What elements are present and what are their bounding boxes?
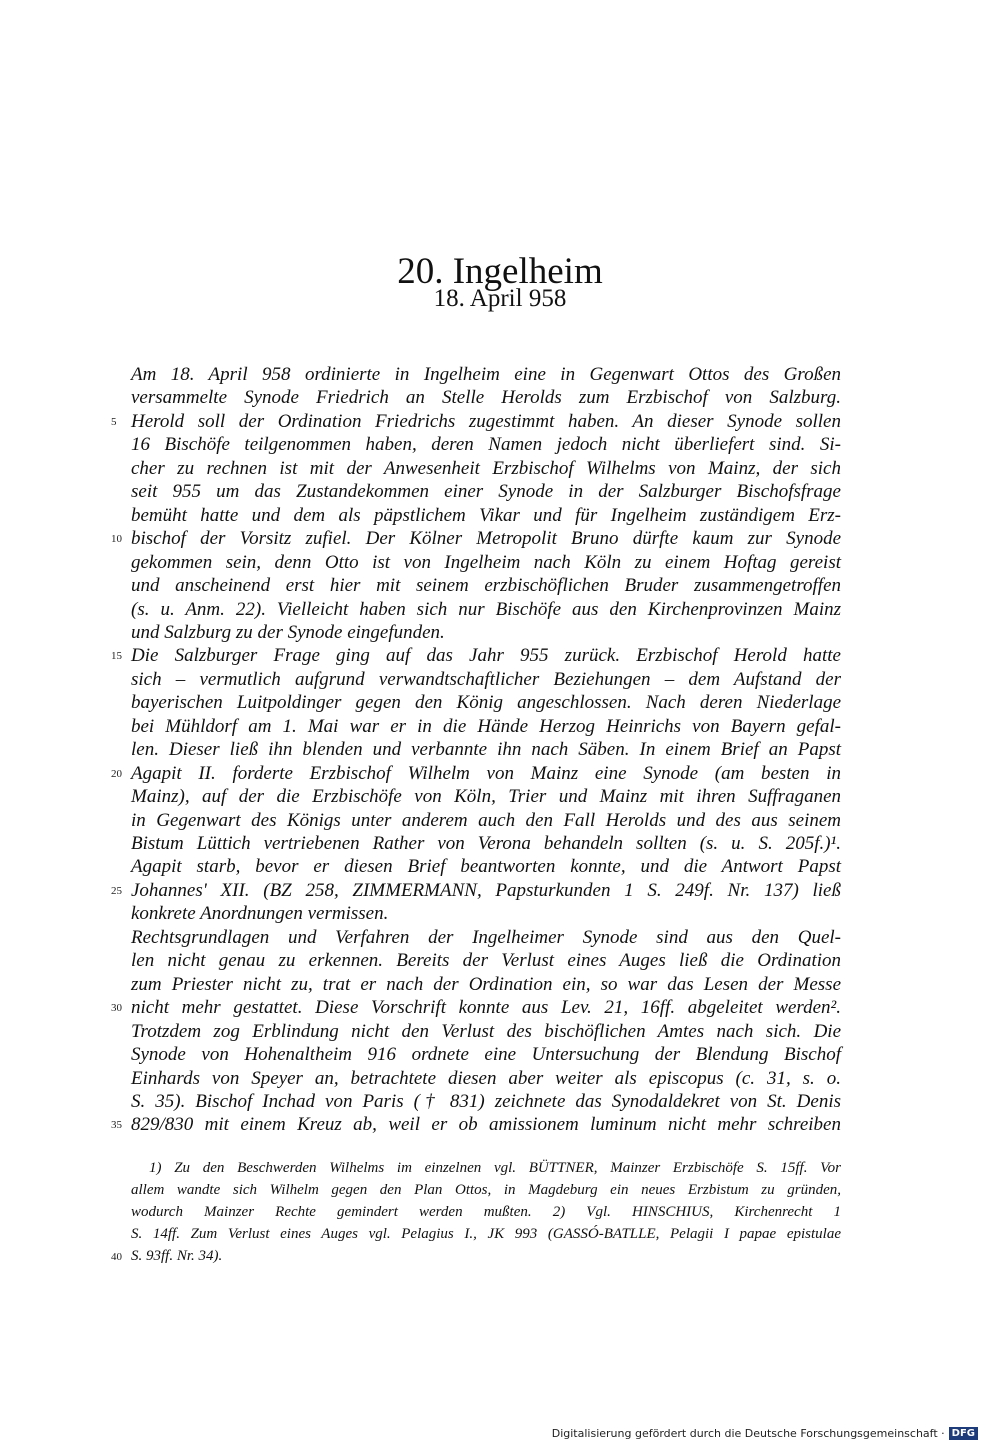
footnote-line: S. 93ff. Nr. 34). [131, 1248, 223, 1264]
footer-text: Digitalisierung gefördert durch die Deutsche Forschungsgemeinschaft · [551, 1427, 945, 1440]
body-line: bei Mühldorf am 1. Mai war er in die Hände Herzog Heinrichs von Bayern gefal- [131, 715, 841, 737]
body-line: 16 Bischöfe teilgenommen haben, deren Namen jedoch nicht überliefert sind. Si- [131, 434, 841, 456]
body-line: und Salzburg zu der Synode eingefunden. [131, 621, 445, 643]
body-line: seit 955 um das Zustandekommen einer Synode in der Salzburger Bischofsfrage [131, 481, 841, 503]
line-number: 20 [111, 767, 122, 780]
line-number: 30 [111, 1002, 122, 1015]
body-line: zum Priester nicht zu, trat er nach der Ordination ein, so war das Lesen der Messe [131, 973, 841, 995]
body-line: Bistum Lüttich vertriebenen Rather von Verona behandeln sollten (s. u. S. 205f.)¹. [131, 833, 841, 854]
footnote-line: wodurch Mainzer Rechte gemindert werden mußten. 2) Vgl. HINSCHIUS, Kirchenrecht 1 [131, 1204, 841, 1220]
body-line: und anscheinend erst hier mit seinem erzbischöflichen Bruder zusammengetroffen [131, 575, 841, 597]
body-line: cher zu rechnen ist mit der Anwesenheit Erzbischof Wilhelms von Mainz, der sich [131, 457, 841, 479]
section-title: 20. Ingelheim [397, 250, 603, 292]
body-line: in Gegenwart des Königs unter anderem auch den Fall Herolds und des aus seinem [131, 809, 841, 831]
body-line: 829/830 mit einem Kreuz ab, weil er ob amissionem luminum nicht mehr schreiben [131, 1114, 841, 1136]
body-line: S. 35). Bischof Inchad von Paris († 831) zeichnete das Synodaldekret von St. Denis [131, 1090, 841, 1112]
line-number: 35 [111, 1119, 122, 1132]
line-number: 10 [111, 533, 122, 546]
body-line: Herold soll der Ordination Friedrichs zugestimmt haben. An dieser Synode sollen [131, 410, 841, 432]
digitization-footer [552, 1427, 978, 1440]
body-line: versammelte Synode Friedrich an Stelle Herolds zum Erzbischof von Salzburg. [131, 387, 841, 409]
body-line: Synode von Hohenaltheim 916 ordnete eine Untersuchung der Blendung Bischof [131, 1044, 841, 1066]
body-line: gekommen sein, denn Otto ist von Ingelheim nach Köln zu einem Hoftag gereist [131, 551, 841, 573]
line-number: 40 [111, 1251, 122, 1263]
section-date: 18. April 958 [433, 285, 567, 312]
body-line: len. Dieser ließ ihn blenden und verbannte ihn nach Säben. In einem Brief an Papst [131, 739, 841, 761]
body-line: nicht mehr gestattet. Diese Vorschrift konnte aus Lev. 21, 16ff. abgeleitet werden². [131, 997, 841, 1019]
body-line: Am 18. April 958 ordinierte in Ingelheim eine in Gegenwart Ottos des Großen [131, 364, 841, 385]
footnote-line: S. 14ff. Zum Verlust eines Auges vgl. Pelagius I., JK 993 (GASSÓ-BATLLE, Pelagii I papae epistulae [131, 1226, 841, 1242]
body-line: bischof der Vorsitz zufiel. Der Kölner Metropolit Bruno dürfte kaum zur Synode [131, 528, 841, 550]
line-number: 25 [111, 884, 122, 897]
body-line: Einhards von Speyer an, betrachtete diesen aber weiter als episcopus (c. 31, s. o. [131, 1067, 841, 1089]
line-number: 5 [111, 415, 117, 428]
body-line: bayerischen Luitpoldinger gegen den König angeschlossen. Nach deren Niederlage [131, 692, 841, 714]
body-line: Die Salzburger Frage ging auf das Jahr 955 zurück. Erzbischof Herold hatte [131, 645, 841, 667]
body-line: Rechtsgrundlagen und Verfahren der Ingelheimer Synode sind aus den Quel- [131, 926, 841, 948]
body-line: Trotzdem zog Erblindung nicht den Verlust des bischöflichen Amtes nach sich. Die [131, 1020, 841, 1042]
body-line: len nicht genau zu erkennen. Bereits der Verlust eines Auges ließ die Ordination [131, 950, 841, 972]
body-line: bemüht hatte und dem als päpstlichem Vikar und für Ingelheim zuständigem Erz- [131, 504, 841, 526]
body-line: sich – vermutlich aufgrund verwandtschaftlicher Beziehungen – dem Aufstand der [131, 668, 841, 690]
footnote-line: 1) Zu den Beschwerden Wilhelms im einzelnen vgl. BÜTTNER, Mainzer Erzbischöfe S. 15ff. Vor [149, 1160, 841, 1176]
footnote-line: allem wandte sich Wilhelm gegen den Plan Ottos, in Magdeburg ein neues Erzbistum zu gründen, [131, 1182, 841, 1198]
body-line: Mainz), auf der die Erzbischöfe von Köln, Trier und Mainz mit ihren Suffraganen [131, 786, 841, 808]
body-line: Agapit starb, bevor er diesen Brief beantworten konnte, und die Antwort Papst [131, 856, 841, 878]
body-line: Johannes' XII. (BZ 258, ZIMMERMANN, Papsturkunden 1 S. 249f. Nr. 137) ließ [131, 879, 841, 901]
dfg-logo: DFG [949, 1427, 978, 1440]
body-line: Agapit II. forderte Erzbischof Wilhelm von Mainz eine Synode (am besten in [131, 762, 841, 784]
body-line: (s. u. Anm. 22). Vielleicht haben sich nur Bischöfe aus den Kirchenprovinzen Mainz [131, 598, 841, 620]
body-line: konkrete Anordnungen vermissen. [131, 903, 389, 925]
line-number: 15 [111, 650, 122, 663]
